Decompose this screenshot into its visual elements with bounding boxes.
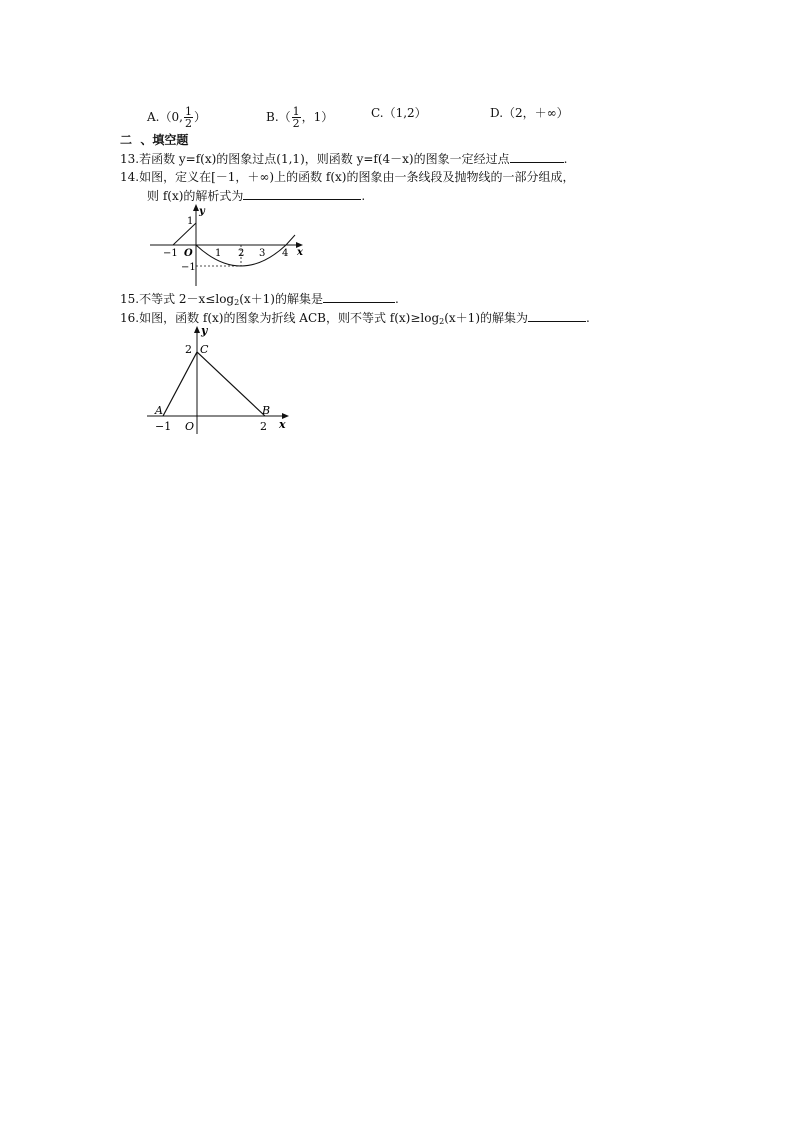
option-a-prefix: A.（0, xyxy=(147,110,183,124)
point-c-label: C xyxy=(200,343,209,356)
origin-label: O xyxy=(185,420,195,433)
x-tick-3: 3 xyxy=(259,248,266,259)
question-15 xyxy=(120,291,399,310)
label-2-x: 2 xyxy=(260,420,267,433)
label-2-y: 2 xyxy=(185,343,192,356)
q16-end: . xyxy=(586,311,590,325)
q16-pre: 16.如图，函数 f(x)的图象为折线 ACB，则不等式 f(x)≥log xyxy=(120,311,440,325)
q15-log-base: 2 xyxy=(234,298,240,307)
fraction-denominator: 2 xyxy=(292,117,300,130)
polyline-acb xyxy=(163,352,265,416)
x-axis-label: x xyxy=(297,247,303,258)
figure-1-graph xyxy=(145,202,310,286)
question-14-line2 xyxy=(147,188,365,203)
q14-prompt: 则 f(x)的解析式为 xyxy=(147,189,244,203)
q16-log-base: 2 xyxy=(439,317,445,326)
option-b-prefix: B.（ xyxy=(266,110,291,124)
figure-2-graph xyxy=(145,322,300,437)
fraction-numerator: 1 xyxy=(292,105,300,118)
q13-answer-blank[interactable] xyxy=(510,151,564,163)
option-a-suffix: ） xyxy=(193,110,206,124)
parabola-curve xyxy=(196,235,295,266)
option-a xyxy=(147,106,206,129)
q15-post: (x＋1)的解集是 xyxy=(239,292,323,306)
y-axis-label: y xyxy=(201,324,208,337)
option-c: C.（1,2） xyxy=(371,106,427,120)
q15-answer-blank[interactable] xyxy=(323,291,395,303)
option-d: D.（2，＋∞） xyxy=(490,106,569,120)
origin-label: O xyxy=(184,248,193,259)
q15-end: . xyxy=(394,292,399,306)
fraction-denominator: 2 xyxy=(184,117,192,130)
point-b-label: B xyxy=(262,404,271,417)
q13-text: 13.若函数 y=f(x)的图象过点(1,1)，则函数 y=f(4－x)的图象一定经过点 xyxy=(120,152,510,166)
q13-end: . xyxy=(563,152,568,166)
q14-answer-blank[interactable] xyxy=(243,188,361,200)
point-a-label: A xyxy=(155,404,163,417)
section-title: 、填空题 xyxy=(140,133,189,147)
q14-end: . xyxy=(361,189,366,203)
option-b xyxy=(266,106,333,129)
y-tick-1: 1 xyxy=(187,216,194,227)
option-b-suffix: ，1） xyxy=(301,110,334,124)
x-axis-label: x xyxy=(279,418,286,431)
x-tick-2: 2 xyxy=(238,248,245,259)
q16-post: (x＋1)的解集为 xyxy=(444,311,529,325)
section-heading xyxy=(120,133,188,147)
section-number: 二 xyxy=(120,133,133,147)
y-axis-label: y xyxy=(199,206,205,217)
question-14-line1: 14.如图，定义在[－1，＋∞)上的函数 f(x)的图象由一条线段及抛物线的一部分组成， xyxy=(120,170,575,184)
fraction-numerator: 1 xyxy=(184,105,192,118)
option-b-fraction xyxy=(292,106,301,129)
x-tick-1: 1 xyxy=(215,248,222,259)
question-13 xyxy=(120,151,567,166)
x-tick-4: 4 xyxy=(282,248,289,259)
y-axis-arrow-icon xyxy=(194,326,200,333)
x-tick-neg1: −1 xyxy=(163,248,178,259)
q15-pre: 15.不等式 2－x≤log xyxy=(120,292,235,306)
y-tick-neg1: −1 xyxy=(181,262,196,273)
option-a-fraction xyxy=(184,106,193,129)
q16-answer-blank[interactable] xyxy=(528,310,586,322)
label-neg1: −1 xyxy=(155,420,172,433)
